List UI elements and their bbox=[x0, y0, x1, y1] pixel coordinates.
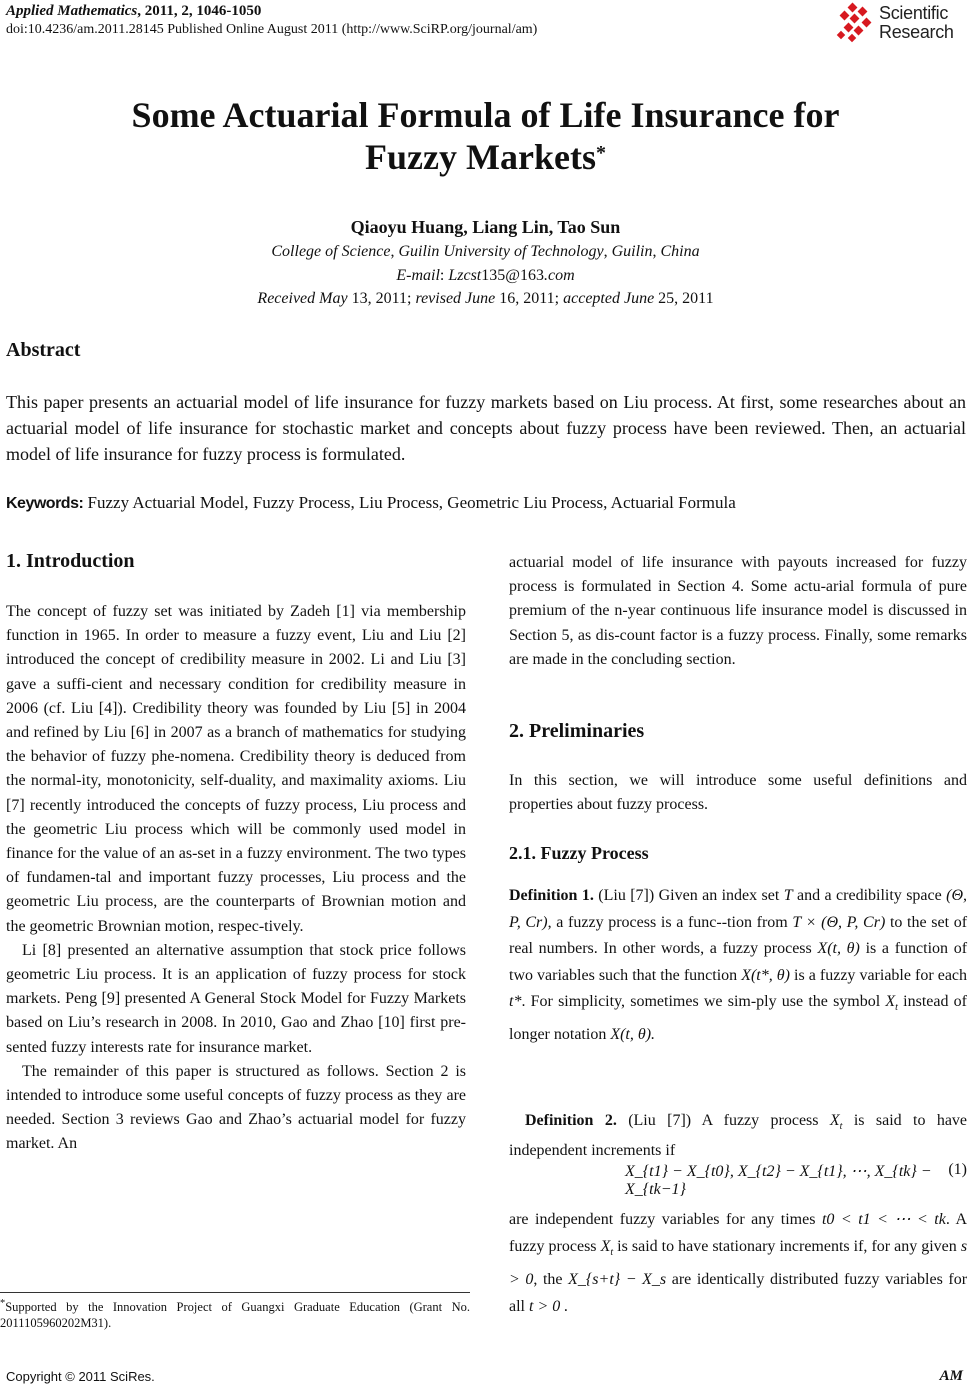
sym-process-long: X(t, θ). bbox=[610, 1025, 656, 1043]
intro-body bbox=[6, 600, 466, 1157]
journal-name: Applied Mathematics bbox=[6, 3, 138, 19]
doi-line: doi:10.4236/am.2011.28145 Published Online August 2011 (http://www.SciRP.org/journal/am) bbox=[6, 22, 538, 37]
sym-t-star: t* bbox=[509, 993, 522, 1010]
sym-t-positive: t > 0 . bbox=[529, 1298, 569, 1316]
accepted-label: accepted June bbox=[563, 290, 655, 307]
copyright: Copyright © 2011 SciRes. bbox=[6, 1369, 155, 1384]
def1-text-a: (Liu [7]) Given an index set bbox=[598, 887, 780, 904]
def1-text-g: . For simplicity, sometimes we sim-ply use the symbol bbox=[521, 993, 881, 1010]
date-line bbox=[0, 288, 971, 310]
keywords-text: Fuzzy Actuarial Model, Fuzzy Process, Liu Process, Geometric Liu Process, Actuarial Formula bbox=[87, 493, 736, 512]
received-label: Received May bbox=[257, 290, 348, 307]
affil-college: College of Science bbox=[271, 243, 391, 260]
fuzzy-process-heading: 2.1. Fuzzy Process bbox=[509, 843, 649, 863]
affil-university: Guilin University of Technology bbox=[398, 243, 604, 260]
def1-text-b: and a credibility space bbox=[797, 887, 942, 904]
email-part-c: .com bbox=[543, 267, 575, 284]
def1-text-h: instead of longer notation bbox=[509, 993, 968, 1043]
title-footnote-mark: * bbox=[595, 142, 606, 164]
affiliation: College of Science, Guilin University of Technology, Guilin, China bbox=[271, 243, 700, 260]
email-line: E-mail: Lzcst135@163.com bbox=[396, 267, 575, 284]
footnote-rule bbox=[0, 1292, 470, 1293]
sym-index-set: T bbox=[783, 887, 793, 904]
keywords-line bbox=[6, 491, 966, 516]
affil-country: China bbox=[660, 243, 700, 260]
sym-s-positive: s > 0 bbox=[509, 1238, 968, 1289]
after-eq-text-a: are independent fuzzy variables for any times bbox=[509, 1211, 816, 1228]
keywords-label: Keywords: bbox=[6, 495, 84, 512]
after-eq-text-d: , the bbox=[533, 1271, 563, 1289]
affil-city: Guilin bbox=[611, 243, 653, 260]
sym-credibility-space: (Θ, P, Cr) bbox=[509, 887, 968, 931]
sym-process: X(t, θ) bbox=[817, 940, 860, 957]
sym-xt-3 bbox=[600, 1238, 614, 1259]
abstract-heading: Abstract bbox=[6, 339, 81, 361]
journal-citation bbox=[6, 3, 261, 20]
revised-date: 16, 2011; bbox=[499, 290, 560, 307]
abstract-text: This paper presents an actuarial model of life insurance for fuzzy markets based on Liu process. At first, some researches about an actuarial model of life insurance for stochastic market and concepts about fuzzy process have been reviewed. Then, an actuarial model of life insurance for fuzzy process is formulated. bbox=[6, 392, 966, 464]
sym-xt2-sub: t bbox=[839, 1121, 843, 1133]
logo-line-2: Research bbox=[879, 22, 954, 42]
title-line-2: Fuzzy Markets bbox=[365, 137, 596, 177]
def1-label: Definition 1. bbox=[509, 887, 594, 904]
intro-paragraph-3: The remainder of this paper is structured as follows. Section 2 is intended to introduce some useful concepts of fuzzy process as they are needed. Section 3 reviews Gao and Zhao’s actuarial model for fuzzy market. An bbox=[6, 1062, 466, 1153]
publisher-logo-icon bbox=[835, 2, 879, 46]
intro-paragraph-2: Li [8] presented an alternative assumption that stock price follows geometric Liu process. It is an application of fuzzy process for stock markets. Peng [9] presented A General Stock Model for Fuzzy Markets based on Liu’s research in 2008. In 2010, Gao and Zhao [10] first pre-sented fuzzy interests rate for insurance market. bbox=[6, 941, 466, 1056]
def2-label: Definition 2. bbox=[525, 1112, 617, 1129]
footnote bbox=[0, 1296, 470, 1331]
definition-1 bbox=[509, 883, 967, 1048]
received-date: 13, 2011; bbox=[351, 290, 412, 307]
def1-text-c: , a fuzzy process is a func--tion from bbox=[547, 913, 788, 931]
email-label: E-mail bbox=[396, 267, 440, 284]
def1-text-d: to the set of real numbers. In other words, a fuzzy process bbox=[509, 913, 968, 957]
sym-times: t0 < t1 < ⋯ < tk bbox=[821, 1211, 946, 1228]
sym-xt2-base: X bbox=[829, 1112, 840, 1129]
paper-title bbox=[0, 94, 971, 178]
sym-xt-2 bbox=[829, 1112, 843, 1133]
equation-expression: X_{t1} − X_{t0}, X_{t2} − X_{t1}, ⋯, X_{tk} − X_{tk−1} bbox=[625, 1163, 932, 1198]
sym-xt3-base: X bbox=[600, 1238, 611, 1255]
revised-label: revised June bbox=[415, 290, 496, 307]
prelim-text: In this section, we will introduce some useful definitions and properties about fuzzy process. bbox=[509, 772, 967, 814]
sym-increment: X_{s+t} − X_s bbox=[568, 1271, 667, 1289]
sym-xt3-sub: t bbox=[610, 1247, 614, 1259]
equation-number: (1) bbox=[948, 1161, 967, 1178]
definition-2-cont bbox=[509, 1206, 967, 1320]
def1-text-f: is a fuzzy variable for each bbox=[794, 966, 968, 984]
sym-xt bbox=[885, 993, 898, 1014]
journal-volume: , 2011, 2, 1046-1050 bbox=[137, 3, 262, 19]
email-part-b: 135@163 bbox=[481, 267, 544, 284]
intro-heading: 1. Introduction bbox=[6, 550, 135, 572]
prelim-heading: 2. Preliminaries bbox=[509, 720, 645, 742]
after-eq-text-b: . A fuzzy process bbox=[509, 1211, 968, 1255]
after-eq-text-e: are identically distributed fuzzy variables for all bbox=[509, 1271, 968, 1316]
right-col-continuation: actuarial model of life insurance with payouts increased for fuzzy process is formulated in Section 4. Some actu-arial formula of pure premium of the n-year continuous life insurance model is discussed in Section 5, as dis-count factor is a fuzzy process. Finally, some remarks are made in the concluding section. bbox=[509, 554, 967, 668]
def2-text-b: is said to have independent increments if bbox=[509, 1112, 968, 1160]
publisher-logo bbox=[835, 2, 965, 46]
sym-process-star: X(t*, θ) bbox=[741, 966, 790, 984]
intro-paragraph-1: The concept of fuzzy set was initiated by Zadeh [1] via membership function in 1965. In order to measure a fuzzy event, Liu and Liu [2] introduced the concept of credibility measure in 2002. Li and Liu [3] gave a suffi-cient and necessary condition for credibility measure in 2006 (cf. Liu [4]). Credibility theory was founded by Liu [5] in 2004 and refined by Liu [6] in 2007 as a branch of mathematics for studying the behavior of fuzzy phe-nomena. Credibility theory is deduced from the normal-ity, monotonicity, self-duality, and maximality axioms. Liu [7] recently introduced the concepts of fuzzy process, Liu process and the geometric Liu process which will be commonly used model in finance for the value of an as-set in a fuzzy environment. The two types of fundamen-tal and important fuzzy processes, Liu process and the geometric Liu process, are the counterparts of Brownian motion and the geometric Brownian motion, respec-tively. bbox=[6, 603, 466, 935]
def2-text-a: (Liu [7]) A fuzzy process bbox=[628, 1112, 819, 1129]
accepted-date: 25, 2011 bbox=[658, 290, 714, 307]
journal-abbr: AM bbox=[939, 1368, 963, 1384]
sym-product-space: T × (Θ, P, Cr) bbox=[792, 913, 886, 931]
logo-line-1: Scientific bbox=[879, 3, 949, 23]
sym-xt-base: X bbox=[885, 993, 896, 1010]
footnote-text: Supported by the Innovation Project of Guangxi Graduate Education (Grant No. 2011105960202M31). bbox=[0, 1300, 470, 1331]
author-list: Qiaoyu Huang, Liang Lin, Tao Sun bbox=[350, 217, 621, 237]
sym-xt-sub: t bbox=[895, 1002, 898, 1014]
def1-text-e: is a function of two variables such that the function bbox=[509, 940, 968, 984]
footnote-mark: * bbox=[0, 1298, 6, 1309]
title-line-1: Some Actuarial Formula of Life Insurance for bbox=[131, 95, 840, 135]
definition-2 bbox=[509, 1109, 967, 1163]
email-part-a: Lzcst bbox=[448, 267, 482, 284]
after-eq-text-c: is said to have stationary increments if, for any given bbox=[617, 1238, 957, 1255]
